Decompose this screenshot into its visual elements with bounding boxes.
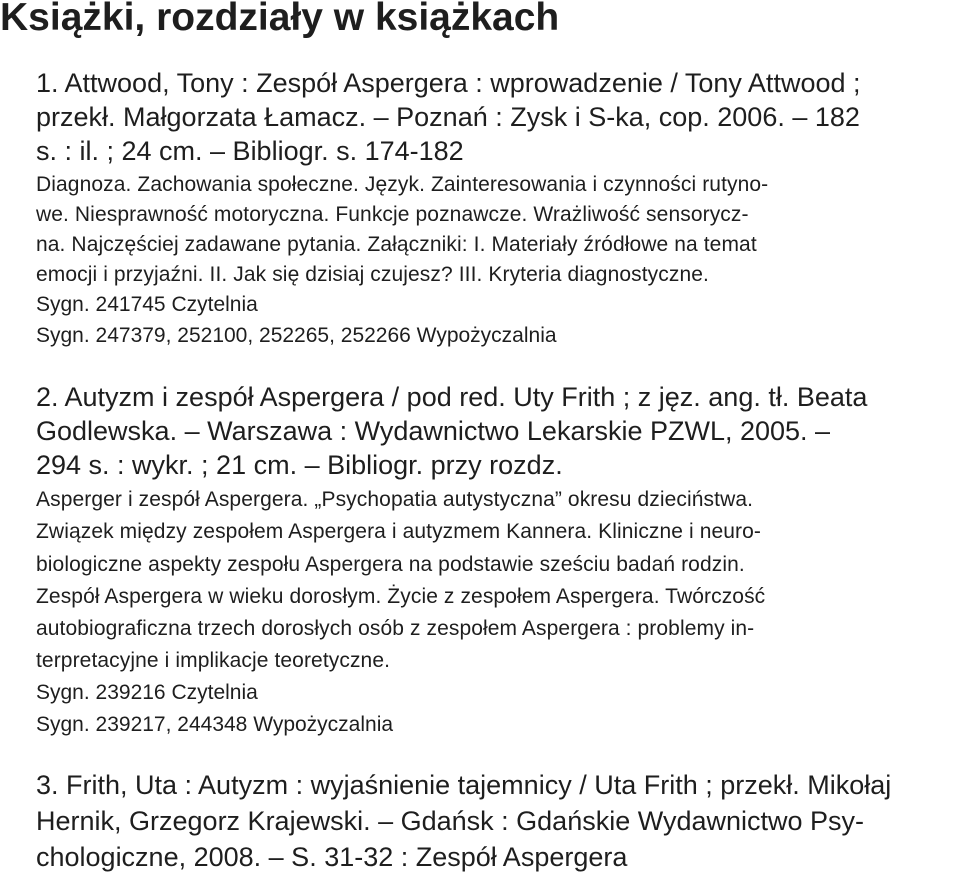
entry-description-line: na. Najczęściej zadawane pytania. Załączniki: I. Materiały źródłowe na temat: [36, 233, 757, 256]
entry-description-line: emocji i przyjaźni. II. Jak się dzisiaj czujesz? III. Kryteria diagnostyczne.: [36, 263, 709, 286]
entry-description-line: Diagnoza. Zachowania społeczne. Język. Zainteresowania i czynności rutyno-: [36, 173, 769, 196]
shelf-mark-lending: Sygn. 247379, 252100, 252265, 252266 Wypożyczalnia: [36, 324, 557, 347]
entry-title-line: 1. Attwood, Tony : Zespół Aspergera : wprowadzenie / Tony Attwood ;: [36, 68, 861, 98]
entry-title-line: chologiczne, 2008. – S. 31-32 : Zespół Aspergera: [36, 842, 628, 872]
entry-title-line: przekł. Małgorzata Łamacz. – Poznań : Zysk i S-ka, cop. 2006. – 182: [36, 102, 860, 132]
shelf-mark-lending: Sygn. 239217, 244348 Wypożyczalnia: [36, 713, 394, 736]
shelf-mark-reading-room: Sygn. 239216 Czytelnia: [36, 681, 258, 704]
entry-description-line: Związek między zespołem Aspergera i autyzmem Kannera. Kliniczne i neuro-: [36, 520, 762, 543]
entry-description-line: terpretacyjne i implikacje teoretyczne.: [36, 649, 391, 672]
entry-title-line: s. : il. ; 24 cm. – Bibliogr. s. 174-182: [36, 136, 464, 166]
entry-description-line: Zespół Aspergera w wieku dorosłym. Życie z zespołem Aspergera. Twórczość: [36, 585, 766, 608]
shelf-mark-reading-room: Sygn. 241745 Czytelnia: [36, 293, 258, 316]
entry-title-line: 3. Frith, Uta : Autyzm : wyjaśnienie tajemnicy / Uta Frith ; przekł. Mikołaj: [36, 770, 892, 800]
entry-description-line: we. Niesprawność motoryczna. Funkcje poznawcze. Wrażliwość sensorycz-: [36, 203, 749, 226]
page-title: Książki, rozdziały w książkach: [0, 0, 560, 39]
entry-title-line: 294 s. : wykr. ; 21 cm. – Bibliogr. przy rozdz.: [36, 450, 563, 480]
entry-title-line: Hernik, Grzegorz Krajewski. – Gdańsk : Gdańskie Wydawnictwo Psy-: [36, 806, 865, 836]
entry-title-line: 2. Autyzm i zespół Aspergera / pod red. Uty Frith ; z jęz. ang. tł. Beata: [36, 382, 868, 412]
entry-description-line: biologiczne aspekty zespołu Aspergera na podstawie sześciu badań rodzin.: [36, 553, 745, 576]
entry-description-line: Asperger i zespół Aspergera. „Psychopatia autystyczna” okresu dzieciństwa.: [36, 488, 754, 511]
entry-description-line: autobiograficzna trzech dorosłych osób z zespołem Aspergera : problemy in-: [36, 617, 755, 640]
entry-title-line: Godlewska. – Warszawa : Wydawnictwo Lekarskie PZWL, 2005. –: [36, 416, 831, 446]
